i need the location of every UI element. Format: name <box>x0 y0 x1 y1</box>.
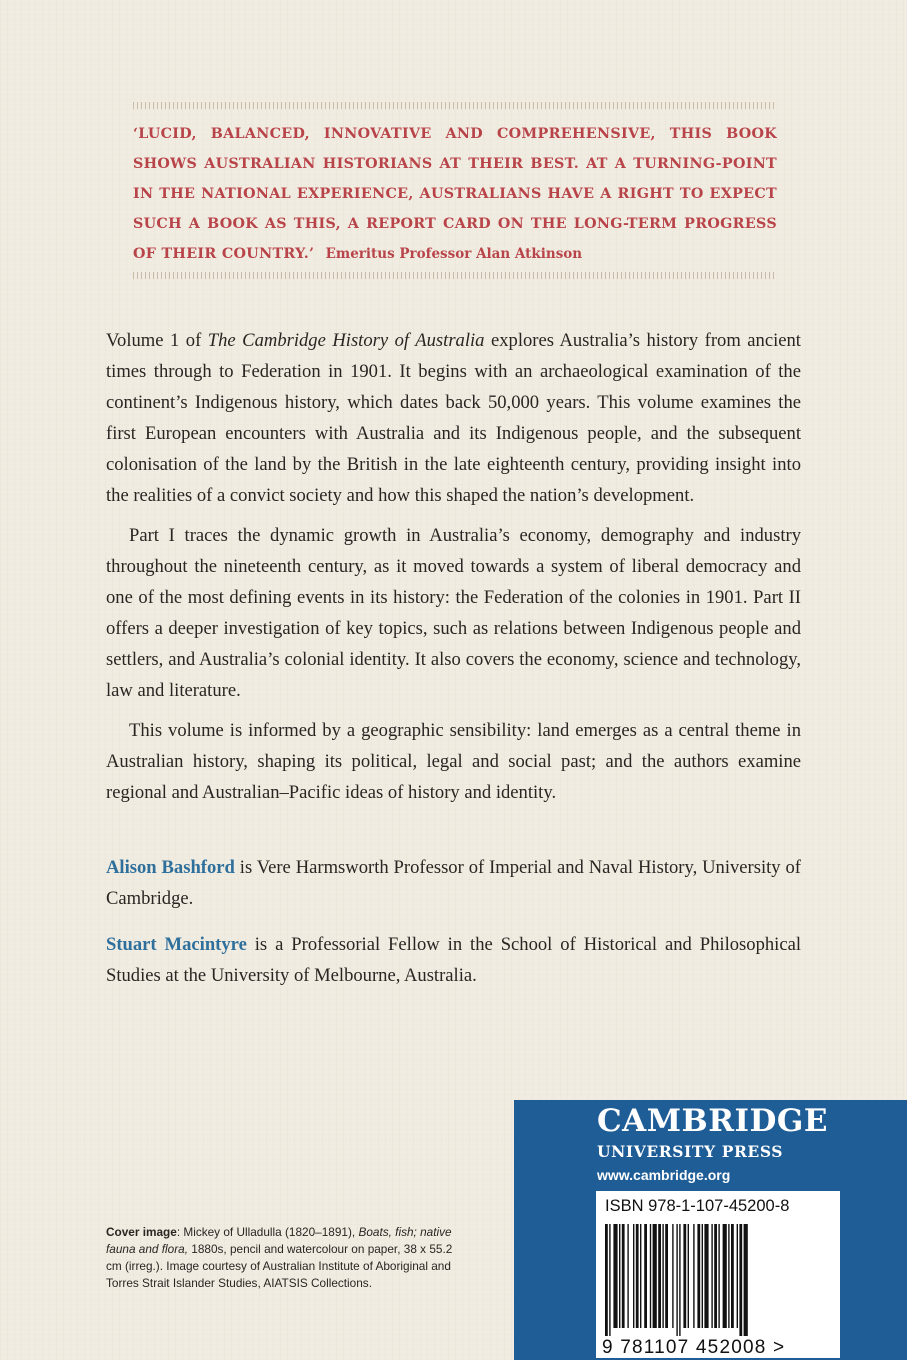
publisher-subtitle: UNIVERSITY PRESS <box>597 1142 784 1161</box>
barcode-bar <box>693 1224 694 1328</box>
barcode-bar <box>711 1224 712 1328</box>
barcode-bar <box>653 1224 657 1328</box>
author-bio-bashford <box>106 852 801 914</box>
author-bio-text: is a Professorial Fellow in the School of Historical and Philosophical Studies at the University of Melbourne, Australia. <box>106 934 801 986</box>
barcode-bar <box>676 1224 677 1336</box>
author-name: Alison Bashford <box>106 857 235 878</box>
artwork-title: Boats, fish; native fauna and flora, <box>106 1225 452 1256</box>
barcode-bar <box>658 1224 661 1328</box>
book-description <box>106 325 801 817</box>
quote-text: ‘LUCID, BALANCED, INNOVATIVE AND COMPREHENSIVE, THIS BOOK SHOWS AUSTRALIAN HISTORIANS AT THEIR BEST. AT A TURNING-POINT IN THE NATIONAL EXPERIENCE, AUSTRALIANS HAVE A RIGHT TO EXPECT SUCH A BOOK AS THIS, A REPORT CARD ON THE LONG-TERM PROGRESS OF THEIR COUNTRY.’ <box>133 126 777 262</box>
barcode-bar <box>609 1224 610 1336</box>
barcode-bar <box>640 1224 641 1328</box>
barcode-bar <box>644 1224 647 1328</box>
barcode-bar <box>650 1224 651 1328</box>
barcode-bar <box>739 1224 742 1336</box>
review-quote <box>133 119 777 269</box>
barcode-bar <box>728 1224 729 1328</box>
author-bio-macintyre <box>106 929 801 991</box>
barcode-bar <box>704 1224 708 1328</box>
description-paragraph-1: Volume 1 of The Cambridge History of Australia explores Australia’s history from ancient times through to Federation in 1901. It begins with an archaeological examination of the continent’s Indigenous history, which dates back 50,000 years. This volume examines the first European encounters with Australia and its Indigenous people, and the subsequent colonisation of the land by the British in the late eighteenth century, providing insight into the realities of a convict society and how this shaped the nation’s development. <box>106 330 801 506</box>
publisher-name: CAMBRIDGE <box>597 1103 828 1139</box>
book-title: The Cambridge History of Australia <box>207 330 485 351</box>
author-bio-text: is Vere Harmsworth Professor of Imperial and Naval History, University of Cambridge. <box>106 857 801 909</box>
barcode-bar <box>665 1224 668 1328</box>
barcode-bar <box>688 1224 689 1328</box>
bottom-divider <box>133 272 777 279</box>
author-name: Stuart Macintyre <box>106 934 247 955</box>
barcode-box <box>596 1191 840 1358</box>
barcode-digits: 9 781107 452008 > <box>602 1337 786 1358</box>
isbn-label: ISBN 978-1-107-45200-8 <box>605 1197 790 1215</box>
barcode-bar <box>613 1224 617 1328</box>
description-paragraph-2: Part I traces the dynamic growth in Australia’s economy, demography and industry throughout the nineteenth century, as it moved towards a system of liberal democracy and one of the most defining events in its history: the Federation of the colonies in 1901. Part II offers a deeper investigation of key topics, such as relations between Indigenous people and settlers, and Australia’s colonial identity. It also covers the economy, science and technology, law and literature. <box>106 525 801 701</box>
barcode-bar <box>723 1224 727 1328</box>
barcode-bar <box>605 1224 608 1336</box>
barcode-bar <box>744 1224 748 1336</box>
barcode-bar <box>718 1224 719 1328</box>
publisher-panel <box>514 1100 907 1360</box>
barcode-bar <box>662 1224 663 1328</box>
barcode-bar <box>679 1224 680 1336</box>
barcode-bar <box>619 1224 620 1328</box>
description-paragraph-3: This volume is informed by a geographic sensibility: land emerges as a central theme in Australian history, shaping its political, legal and social past; and the authors examine regional and Australian–Pacific ideas of history and identity. <box>106 720 801 803</box>
barcode-bar <box>622 1224 625 1328</box>
barcode-bar <box>627 1224 628 1328</box>
barcode-icon <box>605 1224 831 1336</box>
barcode-bar <box>714 1224 717 1328</box>
publisher-url[interactable]: www.cambridge.org <box>597 1167 731 1183</box>
top-divider <box>133 102 777 109</box>
cover-image-caption: Cover image: Mickey of Ulladulla (1820–1891), Boats, fish; native fauna and flora, 1880s, pencil and watercolour on paper, 38 x 55.2 cm (irreg.). Image courtesy of Australian Institute of Aboriginal and Torres Strait Islander Studies, AIATSIS Collections. <box>106 1225 453 1290</box>
quote-attribution: Emeritus Professor Alan Atkinson <box>325 246 583 262</box>
caption-label: Cover image <box>106 1225 177 1239</box>
barcode-bar <box>731 1224 734 1328</box>
barcode-bar <box>636 1224 639 1328</box>
barcode-bar <box>702 1224 703 1328</box>
barcode-bar <box>697 1224 700 1328</box>
barcode-bar <box>672 1224 673 1328</box>
barcode-bar <box>737 1224 738 1328</box>
barcode-bar <box>683 1224 686 1328</box>
barcode-bar <box>633 1224 634 1328</box>
